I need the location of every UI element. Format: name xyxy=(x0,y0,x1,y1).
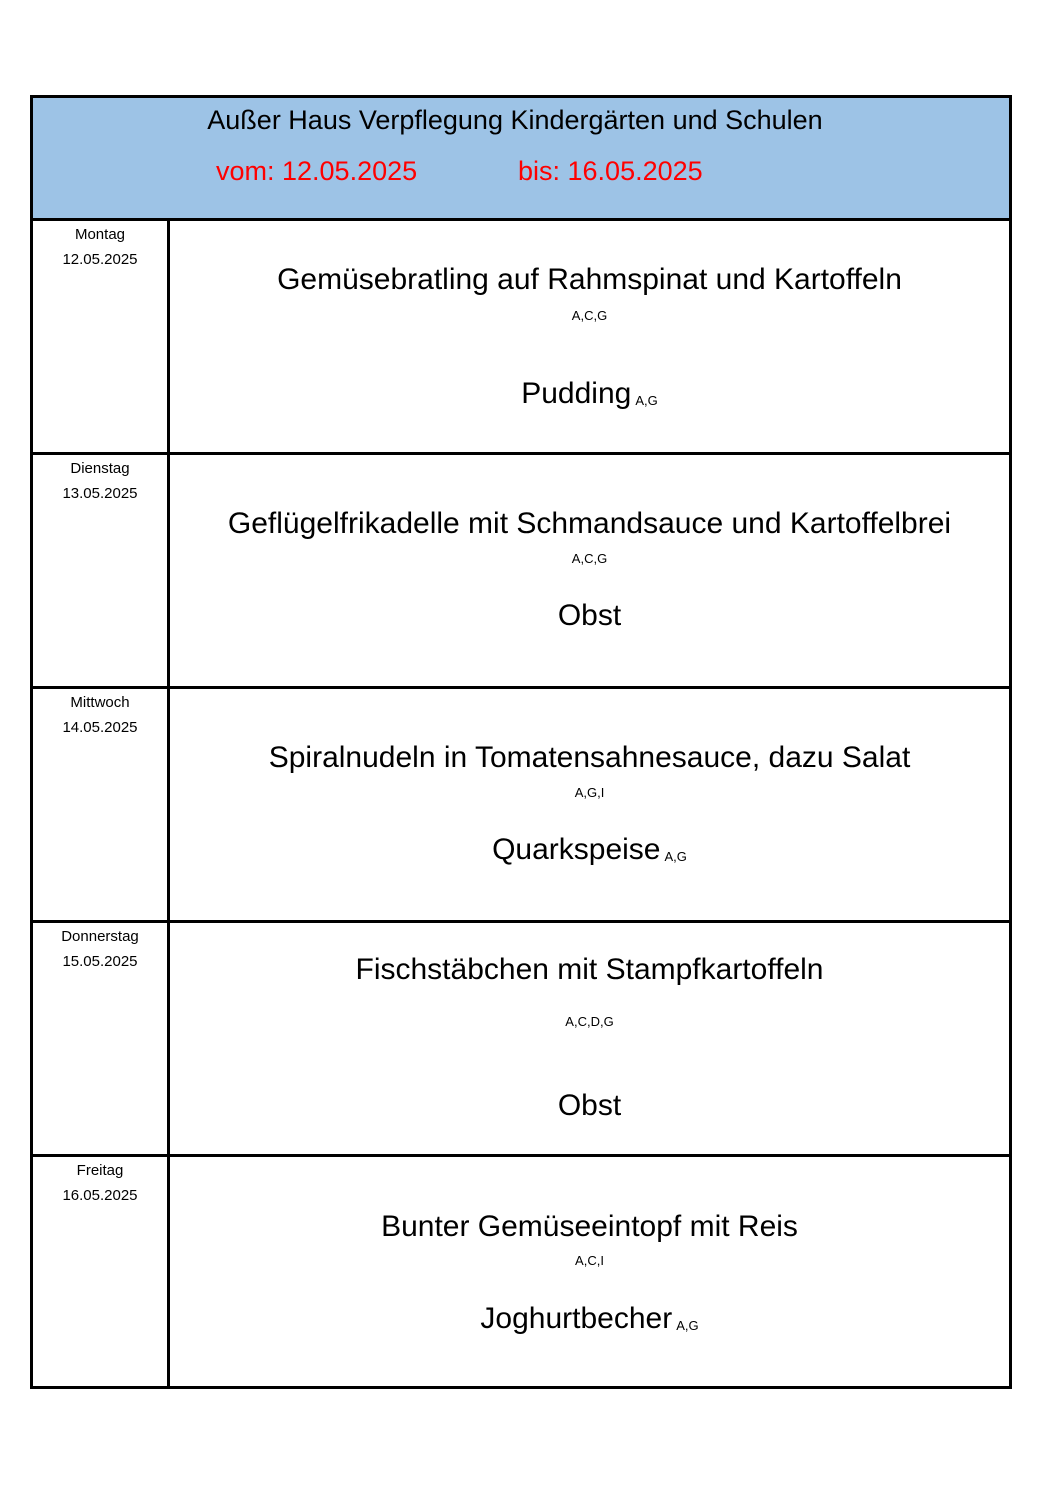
weekday-label: Mittwoch xyxy=(70,694,130,711)
dessert-allergens: A,G xyxy=(635,393,658,408)
weekday-label: Donnerstag xyxy=(61,928,139,945)
meal-cell xyxy=(170,923,1009,1154)
dessert xyxy=(170,1087,1009,1125)
dessert-name: Joghurtbecher xyxy=(480,1302,673,1335)
date-label: 14.05.2025 xyxy=(62,719,138,736)
day-cell xyxy=(33,455,170,686)
dessert xyxy=(170,831,1009,876)
dessert xyxy=(170,375,1009,420)
main-allergens: A,C,I xyxy=(575,1253,604,1268)
main-allergens: A,C,G xyxy=(571,308,608,323)
day-row-friday xyxy=(33,1157,1009,1386)
day-row-tuesday xyxy=(33,455,1009,689)
main-dish: Fischstäbchen mit Stampfkartoffeln xyxy=(355,953,824,986)
dessert xyxy=(170,1300,1009,1345)
dessert-allergens: A,G xyxy=(664,849,687,864)
weekday-label: Freitag xyxy=(76,1162,124,1179)
meal-cell xyxy=(170,689,1009,920)
dessert-name: Obst xyxy=(557,599,622,632)
main-allergens: A,C,D,G xyxy=(565,1014,614,1029)
day-cell xyxy=(33,1157,170,1386)
day-row-monday xyxy=(33,221,1009,455)
date-label: 13.05.2025 xyxy=(62,485,138,502)
date-label: 15.05.2025 xyxy=(62,953,138,970)
dessert xyxy=(170,597,1009,635)
main-dish: Spiralnudeln in Tomatensahnesauce, dazu Salat xyxy=(268,741,911,774)
weekday-label: Dienstag xyxy=(70,460,130,477)
day-cell xyxy=(33,689,170,920)
date-label: 16.05.2025 xyxy=(62,1187,138,1204)
dessert-name: Quarkspeise xyxy=(492,833,661,866)
meal-cell xyxy=(170,455,1009,686)
main-dish: Bunter Gemüseeintopf mit Reis xyxy=(381,1210,798,1243)
dessert-allergens: A,G xyxy=(676,1318,699,1333)
dessert-name: Pudding xyxy=(521,377,632,410)
day-row-wednesday xyxy=(33,689,1009,923)
date-to: bis: 16.05.2025 xyxy=(518,156,703,186)
main-dish: Geflügelfrikadelle mit Schmandsauce und Kartoffelbrei xyxy=(227,507,952,540)
menu-table xyxy=(30,95,1012,1389)
menu-title: Außer Haus Verpflegung Kindergärten und Schulen xyxy=(207,105,823,135)
date-from: vom: 12.05.2025 xyxy=(216,156,418,186)
date-label: 12.05.2025 xyxy=(62,251,138,268)
menu-header xyxy=(33,98,1009,221)
main-allergens: A,C,G xyxy=(571,551,608,566)
main-allergens: A,G,I xyxy=(574,785,605,800)
day-row-thursday xyxy=(33,923,1009,1157)
dessert-name: Obst xyxy=(557,1089,622,1122)
weekday-label: Montag xyxy=(74,226,126,243)
day-cell xyxy=(33,923,170,1154)
main-dish: Gemüsebratling auf Rahmspinat und Kartoffeln xyxy=(277,263,902,296)
meal-cell xyxy=(170,221,1009,452)
meal-cell xyxy=(170,1157,1009,1386)
day-cell xyxy=(33,221,170,452)
